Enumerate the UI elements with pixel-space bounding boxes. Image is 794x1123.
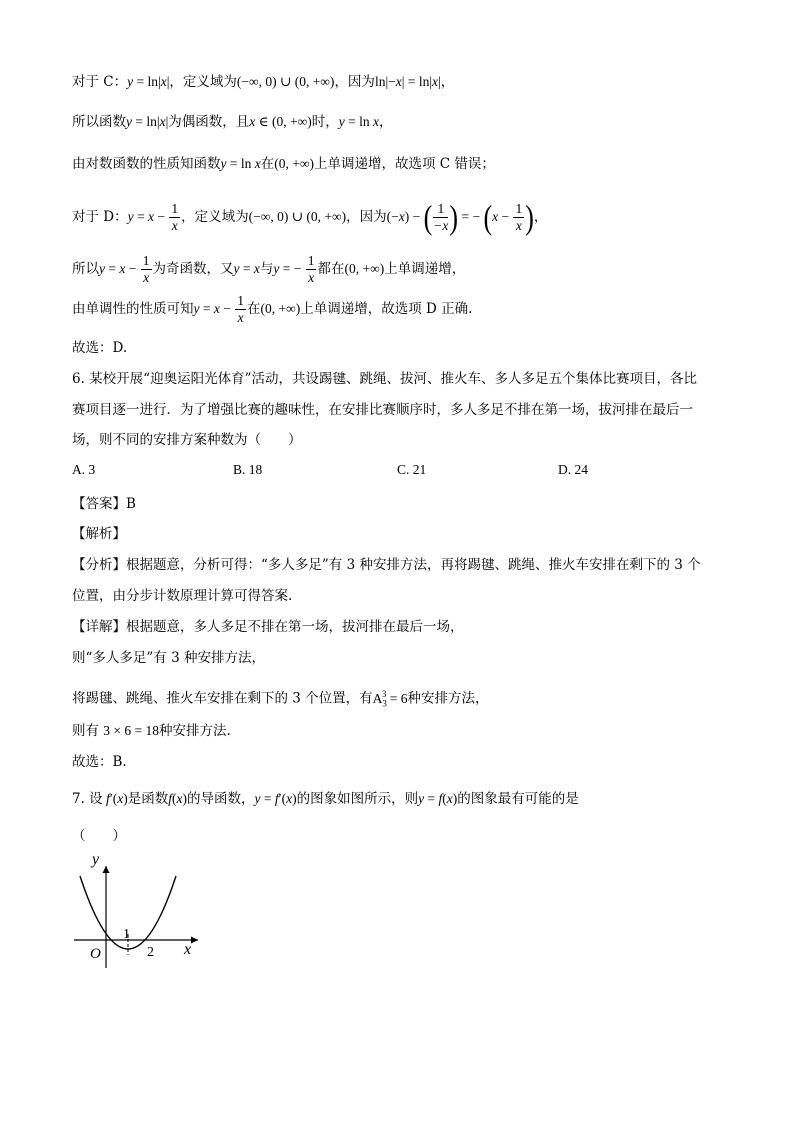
- tick-label-2: 2: [147, 945, 154, 960]
- q6-line-2: 赛项目逐一进行．为了增强比赛的趣味性，在安排比赛顺序时，多人多足不排在第一场，拔河排在最后一: [72, 402, 693, 418]
- d-line-2: 所以y = x − $\frac{1}{x}$ 为奇函数，又y = x与y = − $\frac{1}{x}$ 都在(0, +∞)上单调递增，: [72, 253, 466, 285]
- q6-answer: 【答案】B: [72, 496, 136, 512]
- q6-option-a: A. 3: [72, 462, 96, 477]
- q6-option-c: C. 21: [397, 462, 427, 477]
- q7-line-1: 7. 设 f′(x)是函数f(x)的导函数，y = f′(x)的图象如图所示，则y = f(x)的图象最有可能的是: [72, 791, 579, 807]
- d-line-3: 由单调性的性质可知y = x − $\frac{1}{x}$ 在(0, +∞)上单调递增，故选项 D 正确.: [72, 293, 473, 325]
- q6-analysis-title: 【解析】: [72, 526, 126, 542]
- y-axis-label: y: [92, 851, 100, 868]
- q6-analysis-line-2: 位置，由分步计数原理计算可得答案.: [72, 588, 293, 604]
- q6-option-b: B. 18: [233, 462, 263, 477]
- tick-label-1: 1: [123, 927, 130, 942]
- q6-option-d: D. 24: [558, 462, 588, 477]
- q6-line-1: 6. 某校开展“迎奥运阳光体育”活动，共设踢毽、跳绳、拔河、推火车、多人多足五个集体比赛项目，各比: [72, 371, 697, 387]
- q6-analysis-line-1: 【分析】根据题意，分析可得：“多人多足”有 3 种安排方法，再将踢毽、跳绳、推火车安排在剩下的 3 个: [72, 557, 701, 573]
- x-axis-label: x: [184, 941, 192, 958]
- q6-detail-line-2: 则“多人多足”有 3 种安排方法，: [72, 650, 265, 666]
- c-line-1: 对于 C：y = ln|x|，定义域为(−∞, 0) ∪ (0, +∞)，因为ln|−x| = ln|x|，: [72, 74, 455, 90]
- origin-label: O: [90, 946, 101, 962]
- d-answer: 故选：D.: [72, 340, 128, 356]
- derivative-graph: [70, 850, 210, 970]
- q7-paren: （ ）: [72, 828, 126, 844]
- q6-detail-line-3: 将踢毽、跳绳、推火车安排在剩下的 3 个位置，有$A_3^3 = 6$种安排方法，: [72, 689, 489, 709]
- q6-line-3: 场，则不同的安排方案种数为（ ）: [72, 432, 302, 448]
- c-line-2: 所以函数y = ln|x|为偶函数，且x ∈ (0, +∞)时，y = ln x，: [72, 114, 393, 130]
- q6-detail-line-4: 则有 3 × 6 = 18种安排方法.: [72, 723, 231, 739]
- q6-detail-line-1: 【详解】根据题意，多人多足不排在第一场，拔河排在最后一场，: [72, 619, 464, 635]
- q6-choose: 故选：B.: [72, 754, 127, 770]
- d-line-1: 对于 D：y = x − $\frac{1}{x}$ ，定义域为(−∞, 0) ∪ (0, +∞)，因为(−x) − ( $\frac{1}{-x}$ ) = − (x − $\frac{1}{x}$ )，: [72, 198, 548, 236]
- c-line-3: 由对数函数的性质知函数y = ln x在(0, +∞)上单调递增，故选项 C 错误；: [72, 156, 495, 172]
